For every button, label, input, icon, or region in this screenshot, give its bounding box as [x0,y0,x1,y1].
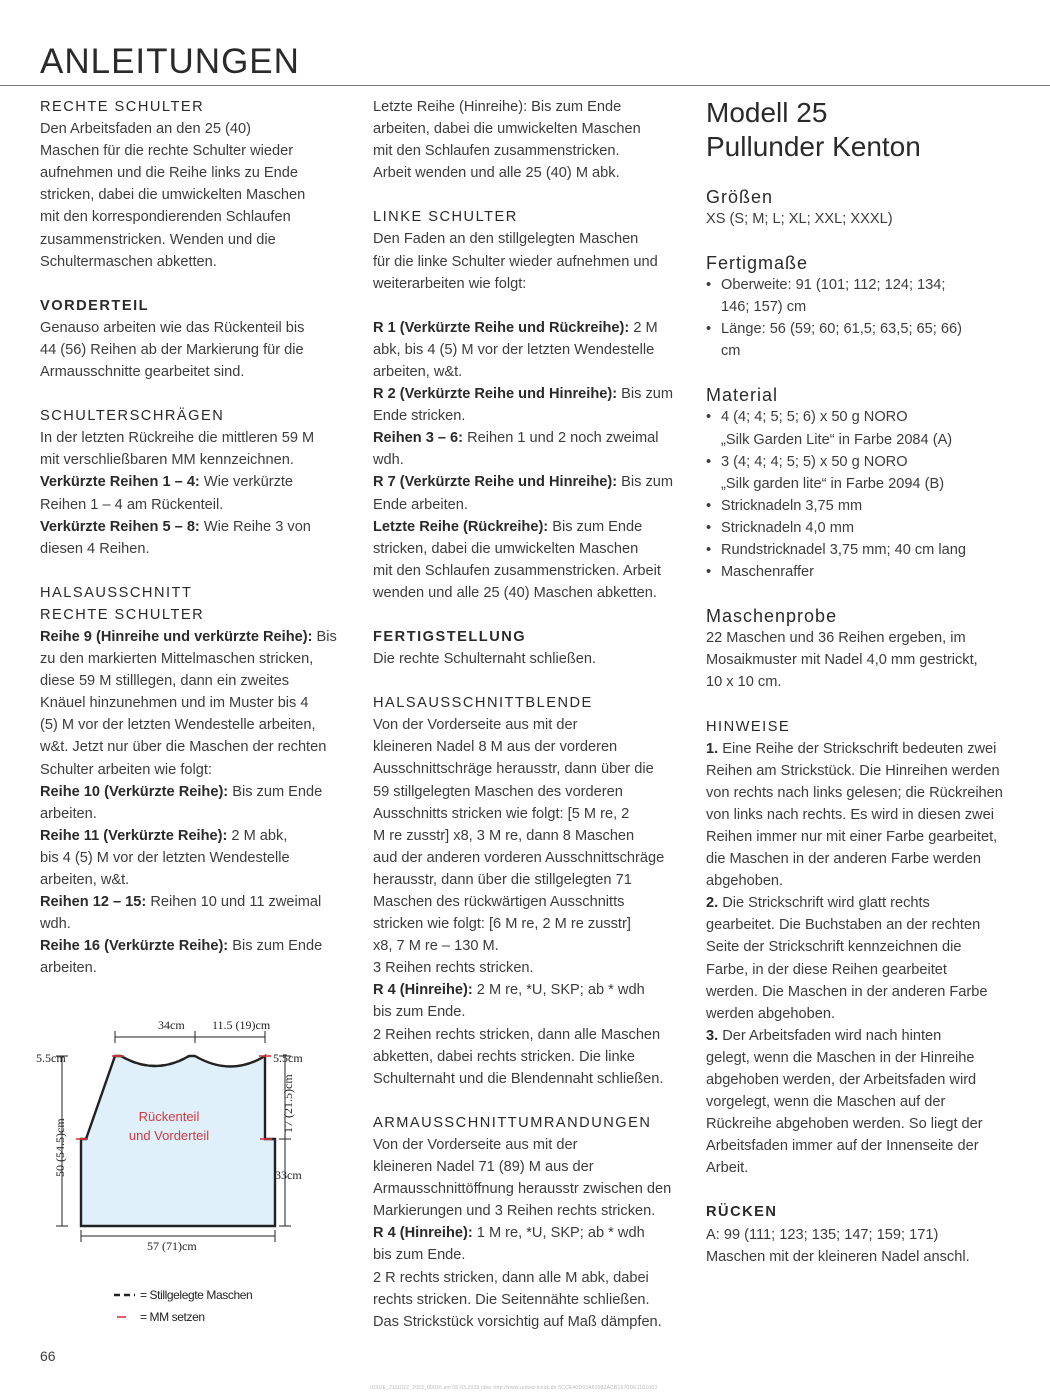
text-hinweise: 1. Eine Reihe der Strickschrift bedeuten zwei Reihen am Strickstück. Die Hinreihen werden von rechts nach links gelesen; die Rückreihen von links nach rechts. Es wird in diesen zwei Reihen immer nur mit einer Farbe gearbeitet, die Maschen in der anderen Farbe werden abgehoben. 2. Die Strickschrift wird glatt rechts gearbeitet. Die Buchstaben an der rechten Seite der Strickschrift kennzeichnen die Farbe, in der diese Reihen gearbeitet werden. Die Maschen in der anderen Farbe werden abgehoben. 3. Der Arbeitsfaden wird nach hinten gelegt, wenn die Maschen in der Hinreihe abgehoben werden, der Arbeitsfaden wird vorgelegt, wenn die Maschen auf der Rückreihe abgehoben werden. So liegt der Arbeitsfaden immer auf der Innenseite der Arbeit. [706,740,1003,1177]
heading-armausschnittumrandungen: ARMAUSSCHNITTUMRANDUNGEN [373,1114,652,1131]
list-material [706,406,1026,583]
heading-ruecken: RÜCKEN [706,1204,778,1221]
heading-halsausschnitt: HALSAUSSCHNITT [40,584,193,601]
page-title: ANLEITUNGEN [40,42,300,81]
text-halsausschnitt: Reihe 9 (Hinreihe und verkürzte Reihe): Bis zu den markierten Mittelmaschen stricken, diese 59 M stilllegen, dann ein zweites Knäuel hinzunehmen und im Muster bis 4 (5) M vor der letzten Wendestelle arbeiten, w&t. Jetzt nur über die Maschen der rechten Schulter arbeiten wie folgt: Reihe 10 (Verkürzte Reihe): Bis zum Ende arbeiten. Reihe 11 (Verkürzte Reihe): 2 M abk, bis 4 (5) M vor der letzten Wendestelle arbeiten, w&t. Reihen 12 – 15: Reihen 10 und 11 zweimal wdh. Reihe 16 (Verkürzte Reihe): Bis zum Ende arbeiten. [40,628,337,977]
column-right [706,96,1026,1268]
dim-bottom-width: 57 (71)cm [147,1239,197,1253]
dim-armhole-height: 17 (21.5)cm [281,1074,295,1133]
dim-top-width: 34cm [158,1018,185,1032]
dim-side-height: 33cm [275,1168,302,1182]
heading-halsausschnittblende: HALSAUSSCHNITTBLENDE [373,695,593,712]
garment-label-1: Rückenteil [138,1109,200,1124]
dim-total-height: 50 (54.5)cm [53,1118,67,1177]
garment-label-2: und Vorderteil [128,1128,210,1143]
heading-linke-schulter: LINKE SCHULTER [373,209,518,226]
heading-material: Material [706,385,779,406]
list-item: • Stricknadeln 4,0 mm [706,517,1026,539]
heading-maschenprobe: Maschenprobe [706,606,838,627]
page-number: 66 [40,1348,56,1364]
legend-dashed: = Stillgelegte Maschen [140,1288,253,1302]
heading-rechte-schulter: RECHTE SCHULTER [40,99,205,115]
text-linke-schulter-reihen: R 1 (Verkürzte Reihe und Rückreihe): 2 M abk, bis 4 (5) M vor der letzten Wendestelle arbeiten, w&t. R 2 (Verkürzte Reihe und Hinreihe): Bis zum Ende stricken. Reihen 3 – 6: Reihen 1 und 2 noch zweimal wdh. R 7 (Verkürzte Reihe und Hinreihe): Bis zum Ende arbeiten. Letzte Reihe (Rückreihe): Bis zum Ende stricken, dabei die umwickelten Maschen mit den Schlaufen zusammenstricken. Arbeit wenden und alle 25 (40) Maschen abketten. [373,319,674,601]
text-maschenprobe: 22 Maschen und 36 Reihen ergeben, im Mosaikmuster mit Nadel 4,0 mm gestrickt, 10 x 10 cm. [706,630,978,691]
text-linke-schulter: Den Faden an den stillgelegten Maschen für die linke Schulter wieder aufnehmen und weiterarbeiten wie folgt: [373,231,658,292]
text-schulterschraegen: In der letzten Rückreihe die mittleren 59 M mit verschließbaren MM kennzeichnen. Verkürzte Reihen 1 – 4: Wie verkürzte Reihen 1 – 4 am Rückenteil. Verkürzte Reihen 5 – 8: Wie Reihe 3 von diesen 4 Reihen. [40,430,315,557]
text-ruecken: A: 99 (111; 123; 135; 147; 159; 171) Maschen mit der kleineren Nadel anschl. [706,1226,970,1265]
model-title: Modell 25 Pullunder Kenton [706,97,921,162]
text-rechte-schulter: Den Arbeitsfaden an den 25 (40) Maschen für die rechte Schulter wieder aufnehmen und die Reihe links zu Ende stricken, dabei die umwickelten Maschen mit den korrespondierenden Schlaufen zusammenstricken. Wenden und die Schultermaschen abketten. [40,121,306,270]
text-groessen: XS (S; M; L; XL; XXL; XXXL) [706,211,893,227]
dim-left-drop: 5.5cm [36,1051,66,1065]
text-halsausschnittblende: Von der Vorderseite aus mit der kleineren Nadel 8 M aus der vorderen Ausschnittschräge herausstr, dann über die 59 stillgelegten Maschen des vorderen Ausschnitts stricken wie folgt: [5 M re, 2 M re zusstr] x8, 3 M re, dann 8 Maschen aud der anderen vorderen Ausschnittschräge herausstr, dann über die stillgelegten 71 Maschen des rückwärtigen Ausschnitts stricken wie folgt: [6 M re, 2 M re zusstr] x8, 7 M re – 130 M. 3 Reihen rechts stricken. R 4 (Hinreihe): 2 M re, *U, SKP; ab * wdh bis zum Ende. 2 Reihen rechts stricken, dann alle Maschen abketten, dabei rechts stricken. Die linke Schulternaht und die Blendennaht schließen. [373,717,665,1087]
column-middle [373,96,688,1333]
title-divider [0,85,1050,86]
list-item: • 3 (4; 4; 4; 5; 5) x 50 g NORO „Silk garden lite“ in Farbe 2094 (B) [706,451,1026,495]
list-item: • Rundstricknadel 3,75 mm; 40 cm lang [706,539,1026,561]
list-item: • Stricknadeln 3,75 mm [706,495,1026,517]
text-vorderteil: Genauso arbeiten wie das Rückenteil bis 44 (56) Reihen ab der Markierung für die Armausschnitte gearbeitet sind. [40,319,305,381]
text-armausschnittumrandungen: Von der Vorderseite aus mit der kleineren Nadel 71 (89) M aus der Armausschnittöffnung herausstr zwischen den Markierungen und 3 Reihen rechts stricken. R 4 (Hinreihe): 1 M re, *U, SKP; ab * wdh bis zum Ende. 2 R rechts stricken, dann alle M abk, dabei rechts stricken. Die Seitennähte schließen. Das Strickstück vorsichtig auf Maß dämpfen. [373,1136,672,1330]
list-item: • 4 (4; 4; 5; 5; 6) x 50 g NORO „Silk Garden Lite“ in Farbe 2084 (A) [706,406,1026,450]
dim-right-drop: 5.5cm [273,1051,303,1065]
heading-rechte-schulter-2: RECHTE SCHULTER [40,606,205,623]
heading-vorderteil: VORDERTEIL [40,297,150,314]
heading-groessen: Größen [706,187,774,207]
legend-red: = MM setzen [140,1310,205,1324]
list-item: • Länge: 56 (59; 60; 61,5; 63,5; 65; 66) cm [706,318,1026,362]
list-fertigmasse [706,274,1026,362]
garment-schematic [30,1015,330,1335]
list-item: • Oberweite: 91 (101; 112; 124; 134; 146; 157) cm [706,274,1026,318]
dim-shoulder-width: 11.5 (19)cm [212,1018,271,1032]
text-fertigstellung: Die rechte Schulternaht schließen. [373,651,597,668]
text-letzte-reihe: Letzte Reihe (Hinreihe): Bis zum Ende arbeiten, dabei die umwickelten Maschen mit den Schlaufen zusammenstricken. Arbeit wenden und alle 25 (40) M abk. [373,99,641,182]
list-item: • Maschenraffer [706,561,1026,583]
column-left [40,96,350,979]
footer-id: ISSUE_2111022_2023_00016 am 06.03.2023 über http://www.united-kiosk.de 6CCE40D93A62082ACB1670DE1101063 [370,1385,658,1391]
heading-schulterschraegen: SCHULTERSCHRÄGEN [40,408,225,425]
heading-fertigstellung: FERTIGSTELLUNG [373,628,527,645]
heading-hinweise: HINWEISE [706,718,791,735]
heading-fertigmasse: Fertigmaße [706,253,809,274]
